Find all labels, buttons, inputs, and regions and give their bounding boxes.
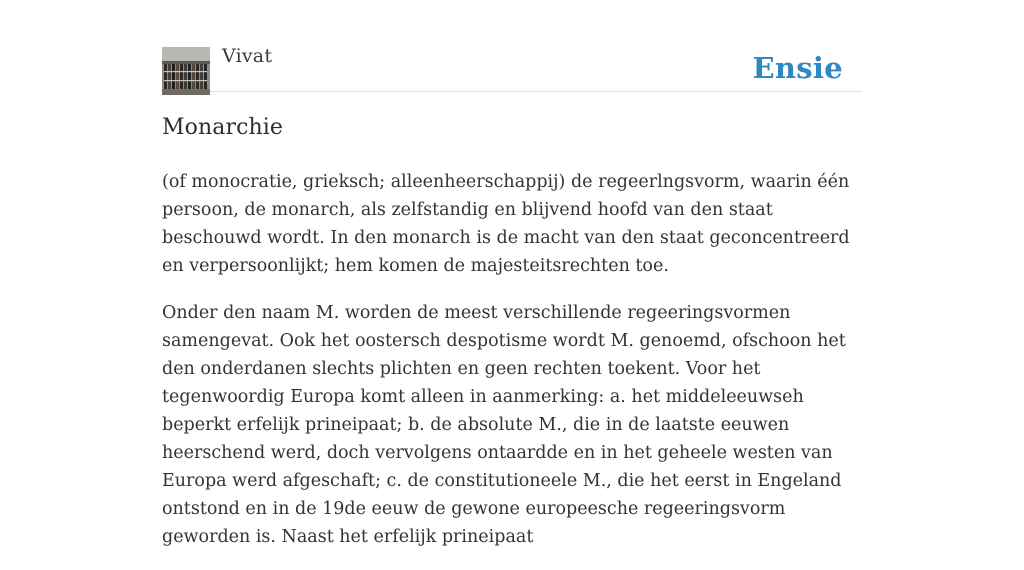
source-avatar-icon[interactable] <box>162 47 210 95</box>
brand-logo[interactable]: Ensie <box>752 51 843 85</box>
article-paragraph: Onder den naam M. worden de meest verschillende regeeringsvormen samengevat. Ook het oostersch despotisme wordt M. genoemd, ofschoon het den onderdanen slechts plichten en geen rechten toekent. Voor het tegenwoordig Europa komt alleen in aanmerking: a. het middeleeuwseh beperkt erfelijk prineipaat; b. de absolute M., die in de laatste eeuwen heerschend werd, doch vervolgens ontaardde en in het geheele westen van Europa werd afgeschaft; c. de constitutioneele M., die het eerst in Engeland ontstond en in de 19de eeuw de gewone europeesche regeeringsvorm geworden is. Naast het erfelijk prineipaat <box>162 303 846 547</box>
article-paragraph: (of monocratie, grieksch; alleenheerschappij) de regeerlngsvorm, waarin één persoon, de monarch, als zelfstandig en blijvend hoofd van den staat beschouwd wordt. In den monarch is de macht van den staat geconcentreerd en verpersoonlijkt; hem komen de majesteitsrechten toe. <box>162 172 850 276</box>
source-name[interactable]: Vivat <box>222 45 273 67</box>
content-column <box>162 0 862 547</box>
source-header <box>162 0 862 92</box>
article-body <box>162 168 862 570</box>
article-title: Monarchie <box>162 115 284 140</box>
